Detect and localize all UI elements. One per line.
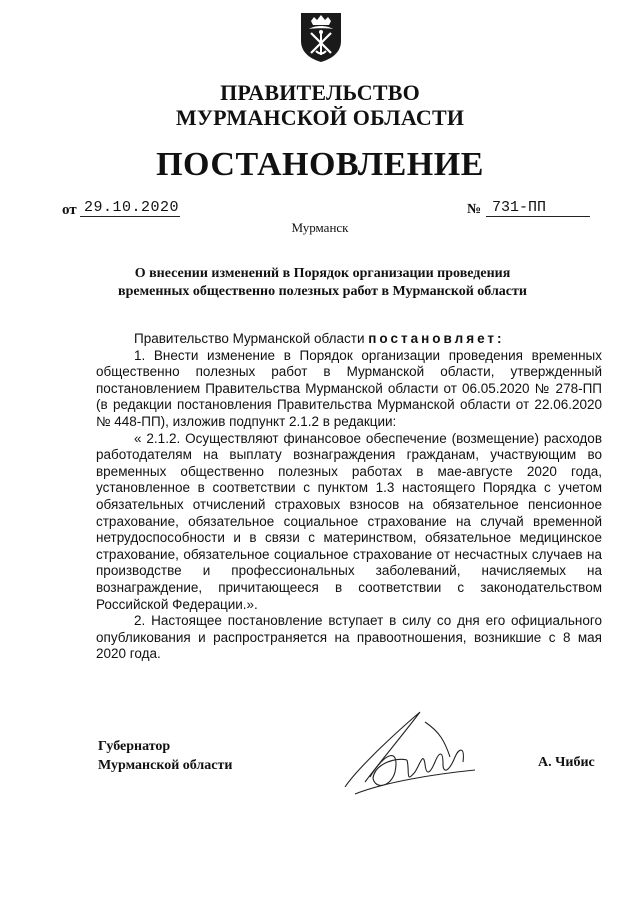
intro-verb: постановляет: xyxy=(368,331,505,346)
number-label: № xyxy=(467,202,482,217)
signer-name: А. Чибис xyxy=(538,755,595,770)
document-body xyxy=(96,331,602,663)
document-type-title: ПОСТАНОВЛЕНИЕ xyxy=(156,146,484,183)
handwritten-signature-icon xyxy=(325,702,495,802)
signer-title-line2: Мурманской области xyxy=(98,758,233,773)
intro-prefix: Правительство Мурманской области xyxy=(134,331,369,346)
signer-title xyxy=(98,737,232,775)
paragraph-1: 1. Внести изменение в Порядок организации проведения временных общественно полезных работ в Мурманской области, утвержденный постановлением Правительства Мурманской области от 06.05.2020 № 278-ПП (в редакции постановления Правительства Мурманской области от 22.06.2020 № 448-ПП), изложив подпункт 2.1.2 в редакции: xyxy=(96,347,602,429)
intro-paragraph xyxy=(96,331,602,348)
document-subject: О внесении изменений в Порядок организации проведения временных общественно полезных работ в Мурманской области xyxy=(118,266,527,299)
signer-title-line1: Губернатор xyxy=(98,739,171,754)
government-name-line1: ПРАВИТЕЛЬСТВО xyxy=(220,80,420,105)
paragraph-2: « 2.1.2. Осуществляют финансовое обеспечение (возмещение) расходов работодателям на выплату вознаграждения гражданам, участвующим во временных общественно полезных работах в мае-августе 2020 года, установленное в соответствии с пунктом 1.3 настоящего Порядка с учетом обязательных отчислений страховых взносов на обязательное пенсионное страхование, обязательное социальное страхование на случай временной нетрудоспособности и в связи с материнством, обязательное медицинское страхование, обязательное социальное страхование от несчастных случаев на производстве и профессиональных заболеваний, начисляемых на вознаграждение, причитающееся в соответствии с законодательством Российской Федерации.». xyxy=(96,430,602,612)
date-label: от xyxy=(62,202,77,218)
paragraph-3: 2. Настоящее постановление вступает в силу со дня его официального опубликования и распространяется на правоотношения, возникшие с 8 мая 2020 года. xyxy=(96,613,602,662)
document-number: 731-ПП xyxy=(486,199,590,217)
document-date: 29.10.2020 xyxy=(80,199,180,217)
coat-of-arms-icon xyxy=(299,11,343,63)
government-name-line2: МУРМАНСКОЙ ОБЛАСТИ xyxy=(175,105,465,130)
city-name: Мурманск xyxy=(291,220,349,235)
